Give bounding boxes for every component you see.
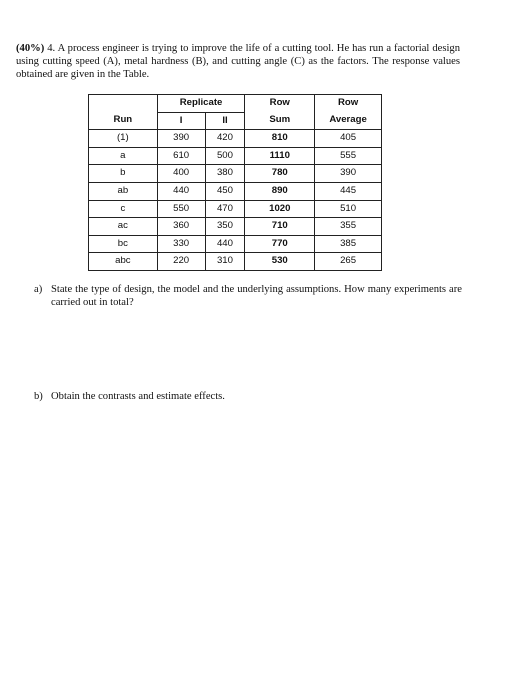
replicate-2-value: 450: [205, 182, 245, 200]
replicate-2-value: 380: [205, 165, 245, 183]
replicate-1-value: 330: [157, 235, 205, 253]
row-sum-value: 710: [245, 218, 315, 236]
run-label: c: [89, 200, 158, 218]
replicate-2-value: 470: [205, 200, 245, 218]
row-average-value: 390: [315, 165, 382, 183]
replicate-1-header: I: [157, 112, 205, 130]
row-average-header-top: Row: [315, 95, 382, 113]
table-row: [89, 147, 382, 165]
row-sum-value: 1020: [245, 200, 315, 218]
replicate-2-value: 420: [205, 130, 245, 148]
run-label: abc: [89, 253, 158, 271]
run-label: bc: [89, 235, 158, 253]
row-sum-value: 780: [245, 165, 315, 183]
row-sum-value: 810: [245, 130, 315, 148]
problem-weight: (40%): [16, 43, 45, 54]
replicate-1-value: 550: [157, 200, 205, 218]
table-header-row-2: [89, 112, 382, 130]
row-sum-header: Sum: [245, 112, 315, 130]
run-label: ac: [89, 218, 158, 236]
run-header: Run: [89, 112, 158, 130]
replicate-1-value: 610: [157, 147, 205, 165]
question-a-label: a): [34, 284, 43, 295]
question-a-text: State the type of design, the model and the underlying assumptions. How many experiments are carried out in total?: [51, 284, 462, 308]
row-sum-value: 770: [245, 235, 315, 253]
replicate-2-value: 310: [205, 253, 245, 271]
replicate-1-value: 390: [157, 130, 205, 148]
table-row: [89, 218, 382, 236]
run-header-top: [89, 95, 158, 113]
question-b: [34, 391, 462, 404]
replicate-1-value: 220: [157, 253, 205, 271]
row-average-value: 555: [315, 147, 382, 165]
problem-text: 4. A process engineer is trying to improve the life of a cutting tool. He has run a factorial design using cutting speed (A), metal hardness (B), and cutting angle (C) as the factors. The response values obtained are given in the Table.: [16, 43, 460, 81]
table-row: [89, 130, 382, 148]
table-row: [89, 235, 382, 253]
table-row: [89, 200, 382, 218]
row-average-header: Average: [315, 112, 382, 130]
question-b-text: Obtain the contrasts and estimate effects.: [51, 391, 225, 402]
run-label: (1): [89, 130, 158, 148]
run-label: b: [89, 165, 158, 183]
row-average-value: 385: [315, 235, 382, 253]
run-label: ab: [89, 182, 158, 200]
row-average-value: 510: [315, 200, 382, 218]
replicate-1-value: 440: [157, 182, 205, 200]
row-sum-value: 530: [245, 253, 315, 271]
replicate-2-header: II: [205, 112, 245, 130]
replicate-2-value: 440: [205, 235, 245, 253]
replicate-header: Replicate: [157, 95, 245, 113]
row-sum-value: 890: [245, 182, 315, 200]
problem-statement: [16, 42, 460, 82]
replicate-1-value: 360: [157, 218, 205, 236]
row-average-value: 265: [315, 253, 382, 271]
response-table: [88, 94, 382, 271]
row-average-value: 355: [315, 218, 382, 236]
row-sum-header-top: Row: [245, 95, 315, 113]
question-b-label: b): [34, 391, 43, 402]
table-header-row-1: [89, 95, 382, 113]
table-row: [89, 165, 382, 183]
replicate-2-value: 500: [205, 147, 245, 165]
row-sum-value: 1110: [245, 147, 315, 165]
table-row: [89, 182, 382, 200]
replicate-1-value: 400: [157, 165, 205, 183]
row-average-value: 405: [315, 130, 382, 148]
table-row: [89, 253, 382, 271]
run-label: a: [89, 147, 158, 165]
row-average-value: 445: [315, 182, 382, 200]
replicate-2-value: 350: [205, 218, 245, 236]
question-a: [34, 284, 462, 309]
